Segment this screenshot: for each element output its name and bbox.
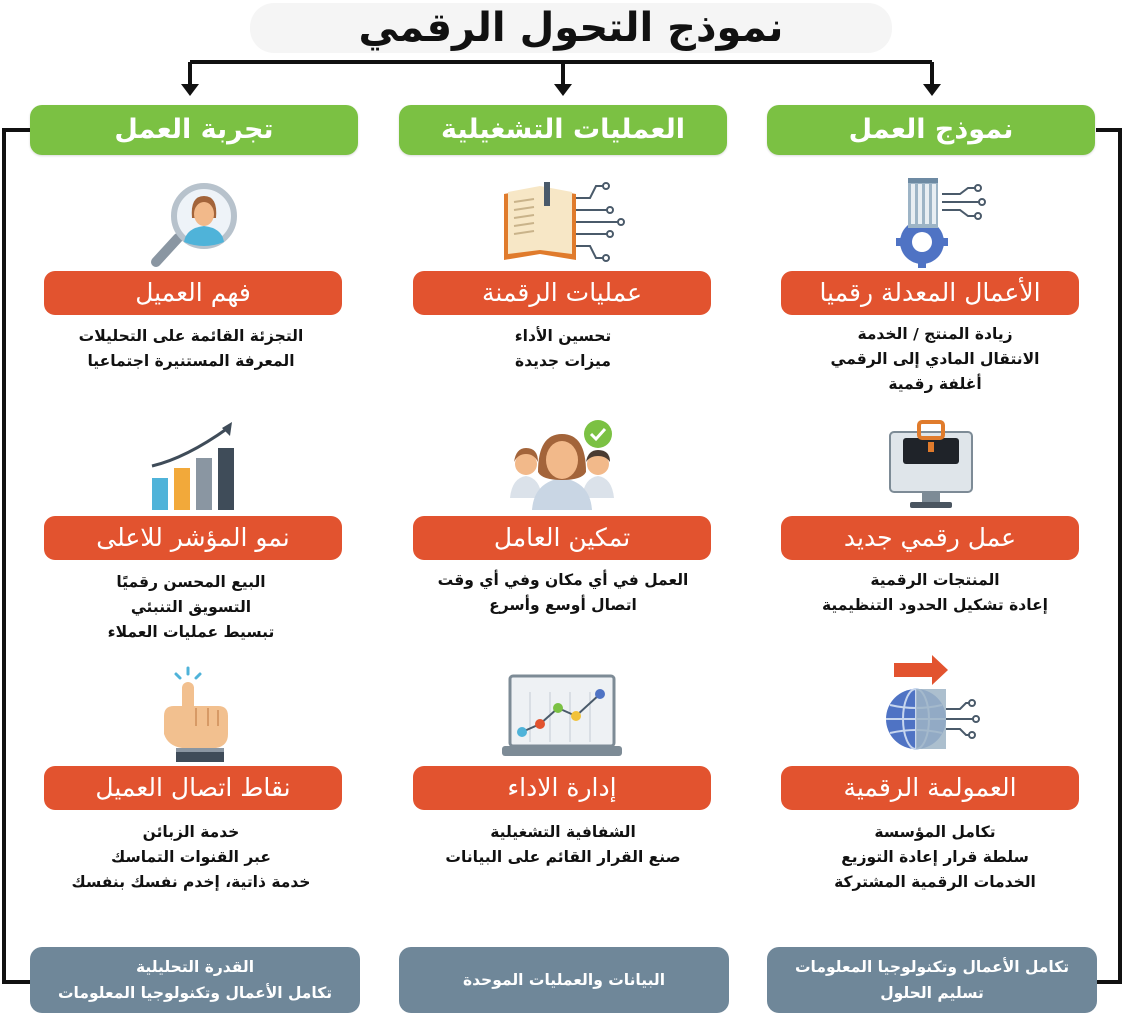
header-work-experience: تجربة العمل <box>30 105 358 155</box>
footer-business-model: تكامل الأعمال وتكنولوجيا المعلومات تسليم الحلول <box>767 947 1097 1013</box>
desc-performance-management: الشفافية التشغيلية صنع القرار القائم على البيانات <box>445 823 681 866</box>
laptop-chart-icon <box>500 672 624 760</box>
label-customer-touchpoints: نقاط اتصال العميل <box>44 766 342 810</box>
touch-hand-icon <box>156 666 236 762</box>
footer-work-experience: القدرة التحليلية تكامل الأعمال وتكنولوجيا المعلومات <box>30 947 360 1013</box>
header-business-model: نموذج العمل <box>767 105 1095 155</box>
label-top-line-growth: نمو المؤشر للاعلى <box>44 516 342 560</box>
desc-understanding-customer: التجزئة القائمة على التحليلات المعرفة المستنيرة اجتماعيا <box>78 327 304 370</box>
label-digital-globalization: العمولمة الرقمية <box>781 766 1079 810</box>
desc-top-line-growth: البيع المحسن رقميًا التسويق التنبئي تبسيط عمليات العملاء <box>107 573 275 641</box>
footer-operations: البيانات والعمليات الموحدة <box>399 947 729 1013</box>
growth-chart-icon <box>146 418 242 512</box>
desc-digitization-processes: تحسين الأداء ميزات جديدة <box>514 327 612 370</box>
label-new-digital-business: عمل رقمي جديد <box>781 516 1079 560</box>
customer-search-icon <box>150 182 242 270</box>
team-check-icon <box>508 418 616 510</box>
briefcase-monitor-icon <box>886 418 976 510</box>
book-circuit-icon <box>500 174 628 266</box>
label-understanding-customer: فهم العميل <box>44 271 342 315</box>
label-worker-empowerment: تمكين العامل <box>413 516 711 560</box>
label-performance-management: إدارة الاداء <box>413 766 711 810</box>
server-gear-icon <box>890 176 990 268</box>
desc-new-digital-business: المنتجات الرقمية إعادة تشكيل الحدود التنظيمية <box>822 571 1048 614</box>
desc-worker-empowerment: العمل في أي مكان وفي أي وقت اتصال أوسع وأسرع <box>437 571 689 614</box>
desc-customer-touchpoints: خدمة الزبائن عبر القنوات التماسك خدمة ذاتية، إخدم نفسك بنفسك <box>71 823 311 891</box>
desc-digitally-modified-business: زيادة المنتج / الخدمة الانتقال المادي إلى الرقمي أغلفة رقمية <box>830 325 1040 393</box>
label-digitization-processes: عمليات الرقمنة <box>413 271 711 315</box>
globe-arrow-icon <box>882 655 982 755</box>
page-title: نموذج التحول الرقمي <box>358 5 784 51</box>
label-digitally-modified-business: الأعمال المعدلة رقميا <box>781 271 1079 315</box>
header-operations: العمليات التشغيلية <box>399 105 727 155</box>
desc-digital-globalization: تكامل المؤسسة سلطة قرار إعادة التوزيع الخدمات الرقمية المشتركة <box>834 823 1036 891</box>
